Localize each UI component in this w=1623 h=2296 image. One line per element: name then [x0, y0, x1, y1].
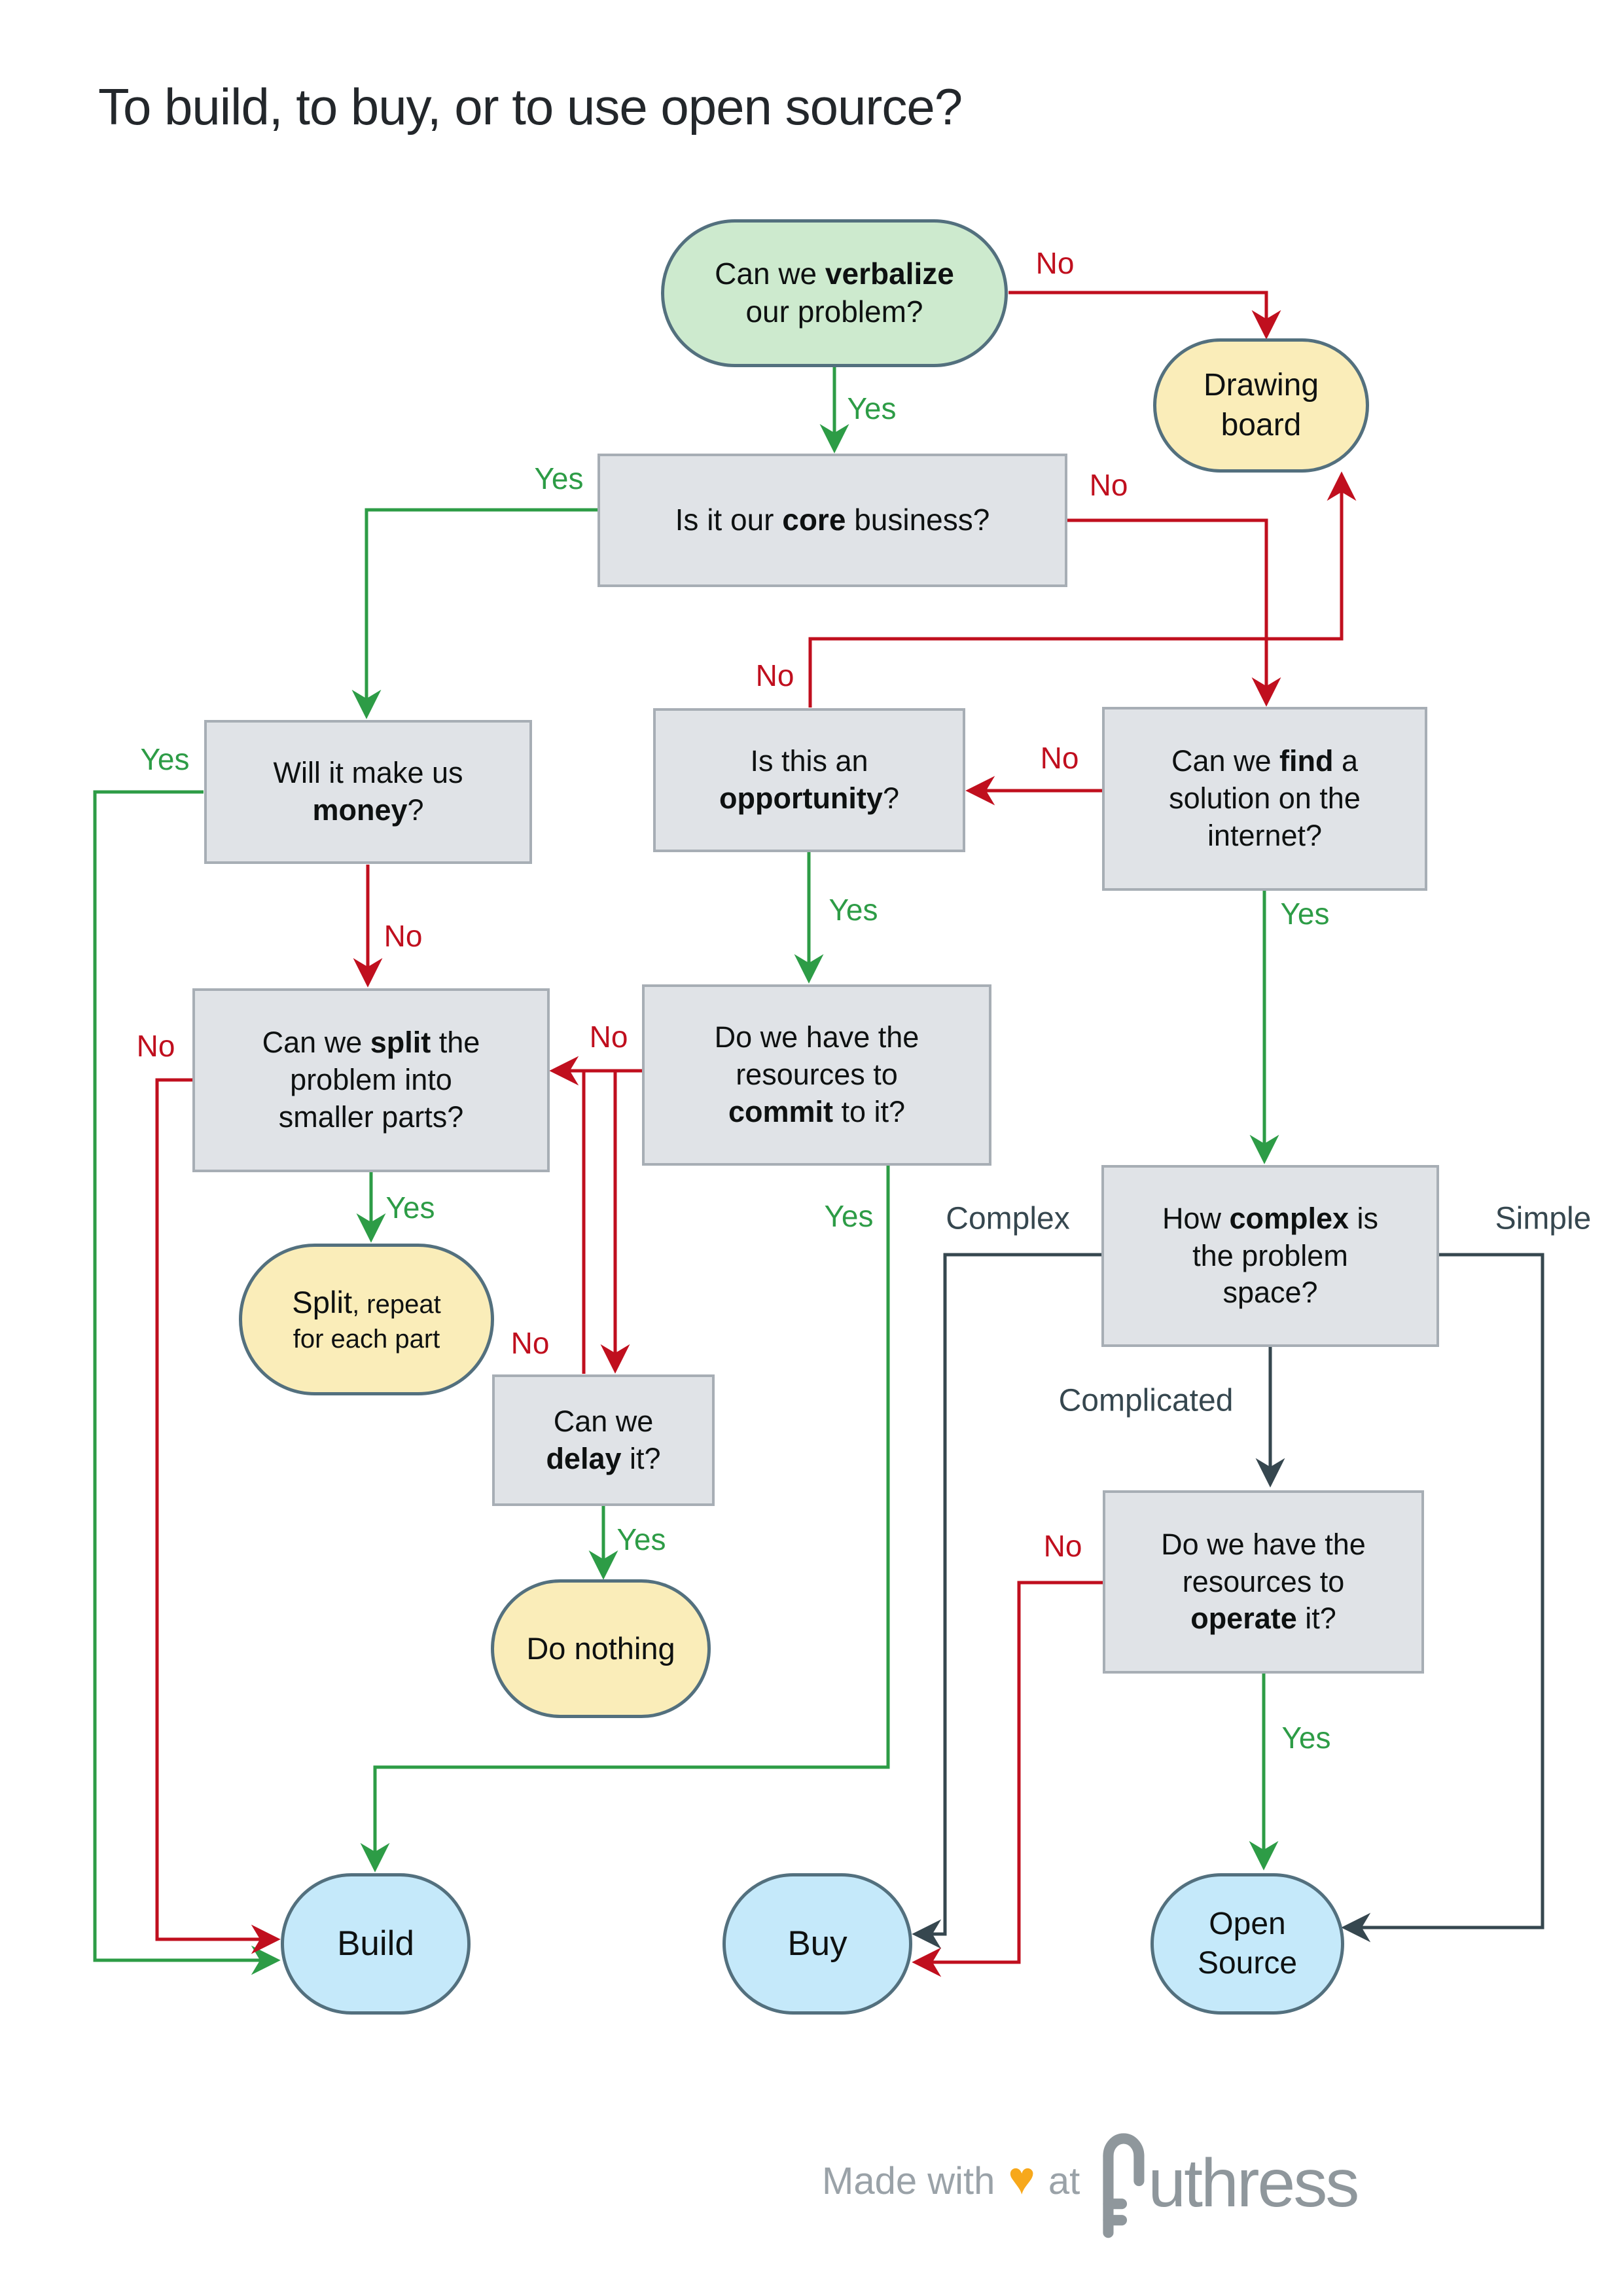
edge-core-no — [1067, 520, 1266, 702]
edge-core-yes — [366, 510, 597, 715]
edge-label-money-yes: Yes — [140, 742, 190, 776]
edge-label-complex-complicated: Complicated — [1058, 1383, 1234, 1418]
edge-money-yes — [95, 792, 276, 1960]
edge-label-verbalize-no: No — [1035, 246, 1075, 280]
edge-label-opportunity-yes: Yes — [829, 893, 878, 927]
node-verbalize: Can we verbalize our problem? — [661, 219, 1008, 367]
node-complex: How complex is the problem space? — [1101, 1165, 1439, 1347]
edge-label-core-no: No — [1089, 468, 1128, 502]
edge-label-split-yes: Yes — [385, 1191, 435, 1225]
edge-complex-complex — [916, 1255, 1101, 1934]
node-drawing-board: Drawing board — [1153, 338, 1369, 473]
node-opportunity: Is this an opportunity? — [653, 708, 965, 852]
node-open-source: Open Source — [1150, 1873, 1344, 2015]
authress-logo — [1093, 2123, 1357, 2238]
edge-label-complex-complex: Complex — [946, 1201, 1070, 1236]
edge-label-split-no: No — [136, 1029, 175, 1063]
edge-label-opportunity-no: No — [755, 658, 794, 692]
node-commit: Do we have the resources to commit to it? — [642, 984, 991, 1166]
footer-made-with: Made with — [822, 2159, 995, 2202]
edge-label-delay-yes: Yes — [616, 1522, 666, 1556]
node-split: Can we split the problem into smaller parts? — [192, 988, 550, 1172]
edge-label-verbalize-yes: Yes — [847, 391, 897, 425]
edge-label-core-yes: Yes — [534, 461, 584, 495]
edge-commit-no — [615, 1071, 642, 1369]
edge-label-operate-no: No — [1043, 1529, 1082, 1563]
footer-at: at — [1048, 2159, 1080, 2202]
node-buy: Buy — [722, 1873, 912, 2015]
edge-label-commit-yes: Yes — [824, 1199, 874, 1233]
edge-label-complex-simple: Simple — [1495, 1201, 1592, 1236]
node-build: Build — [281, 1873, 471, 2015]
page-title: To build, to buy, or to use open source? — [98, 78, 963, 135]
edge-verbalize-no — [1008, 293, 1266, 335]
edge-label-operate-yes: Yes — [1281, 1721, 1331, 1755]
node-money: Will it make us money? — [204, 720, 532, 864]
edge-label-commit-no: No — [589, 1020, 628, 1054]
node-do-nothing: Do nothing — [491, 1579, 711, 1718]
node-split-result: Split, repeat for each part — [239, 1244, 494, 1395]
heart-icon: ♥ — [1008, 2153, 1035, 2204]
brand-text: uthress — [1148, 2145, 1358, 2221]
node-find: Can we find a solution on the internet? — [1102, 707, 1427, 891]
edge-label-find-no: No — [1040, 741, 1079, 775]
edge-delay-no — [554, 1071, 584, 1374]
node-core: Is it our core business? — [597, 454, 1067, 587]
node-operate: Do we have the resources to operate it? — [1103, 1490, 1424, 1674]
edge-split-no — [157, 1080, 276, 1939]
edge-label-find-yes: Yes — [1280, 897, 1330, 931]
key-icon — [1093, 2123, 1150, 2238]
edge-label-money-no: No — [383, 919, 423, 953]
footer — [822, 2122, 1357, 2240]
node-delay: Can we delay it? — [492, 1374, 715, 1506]
edge-label-delay-no: No — [510, 1326, 550, 1360]
